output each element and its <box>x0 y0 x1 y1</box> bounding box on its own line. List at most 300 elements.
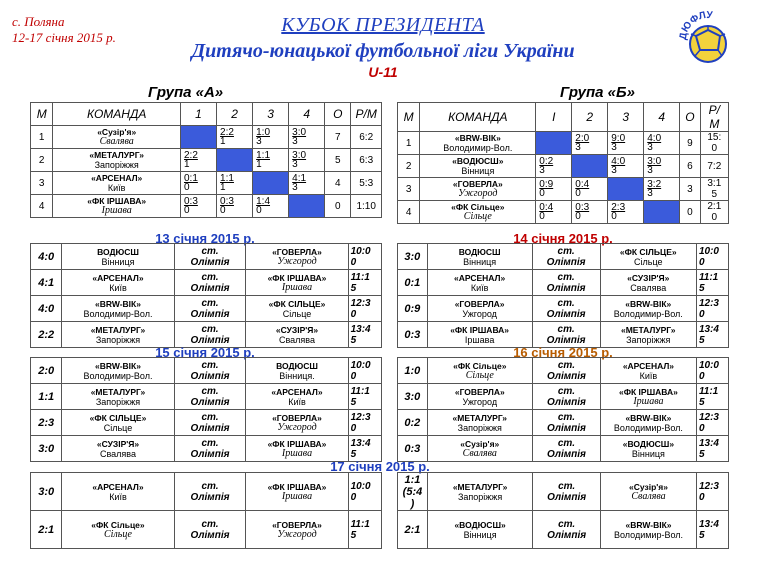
match-points: 3 <box>611 142 617 153</box>
venue: ст. Олімпія <box>532 244 600 270</box>
away-team-name: «ФК ІРШАВА» <box>267 272 327 283</box>
cumulative-score: 13:4 5 <box>348 436 381 462</box>
venue: ст. Олімпія <box>174 384 246 410</box>
away-team-city: Іршава <box>281 447 313 459</box>
cumulative-score: 11:1 5 <box>348 384 381 410</box>
cumulative-score: 12:3 0 <box>348 410 381 436</box>
away-team-city: Вінниця <box>631 448 665 459</box>
match-score: 4:0 <box>611 156 626 167</box>
away-team-city: Запоріжжя <box>626 334 671 345</box>
self-match-cell <box>536 132 572 155</box>
away-team-name: «ГОВЕРЛА» <box>272 246 322 257</box>
fixture-row <box>398 384 729 410</box>
match-points: 0 <box>611 211 617 222</box>
home-team <box>62 296 174 322</box>
match-score: 4:1 <box>292 173 307 184</box>
date-heading: 15 січня 2015 р. <box>155 345 255 360</box>
home-team-city: Вінниця <box>463 529 497 540</box>
team-cell <box>53 172 181 195</box>
column-header: М <box>398 103 420 132</box>
away-team <box>600 296 696 322</box>
match-score: 9:0 <box>611 133 626 144</box>
home-team-city: Запоріжжя <box>95 334 141 345</box>
match-score: 0:9 <box>539 179 554 190</box>
venue: ст. Олімпія <box>533 511 601 549</box>
match-result-cell <box>217 126 253 149</box>
fixture-row <box>31 270 382 296</box>
team-points: 9 <box>680 132 700 155</box>
fixture-row <box>31 473 382 511</box>
home-team-name: «ВОДЮСШ» <box>454 519 506 530</box>
home-team-city: Запоріжжя <box>95 396 141 407</box>
venue: ст. Олімпія <box>174 270 246 296</box>
away-team <box>600 270 696 296</box>
fixture-table <box>397 472 729 549</box>
team-cell <box>53 149 181 172</box>
match-score: 3:0 <box>398 244 428 270</box>
match-score: 4:1 <box>31 270 62 296</box>
match-score: 3:0 <box>292 127 307 138</box>
home-team <box>62 436 174 462</box>
fixture-row <box>31 322 382 348</box>
self-match-cell <box>644 201 680 224</box>
column-header: О <box>680 103 700 132</box>
self-match-cell <box>253 172 289 195</box>
cumulative-score: 10:0 0 <box>348 358 381 384</box>
home-team <box>62 244 174 270</box>
team-cell <box>420 201 536 224</box>
team-points: 0 <box>680 201 700 224</box>
logo-text: ДЮФЛУ <box>677 9 713 41</box>
fixture-row <box>398 473 729 511</box>
venue: ст. Олімпія <box>174 322 246 348</box>
fixture-row <box>31 384 382 410</box>
fixture-row <box>31 358 382 384</box>
goal-difference: 1:10 <box>351 195 382 218</box>
home-team-name: «АРСЕНАЛ» <box>92 481 144 492</box>
away-team <box>246 410 348 436</box>
team-cell <box>53 195 181 218</box>
home-team <box>62 511 174 549</box>
home-team-city: Київ <box>109 282 127 293</box>
fixture-row <box>31 511 382 549</box>
match-points: 1 <box>220 136 226 147</box>
match-points: 0 <box>539 188 545 199</box>
team-city: Свалява <box>99 136 134 147</box>
home-team <box>427 473 532 511</box>
fixture-table <box>30 243 382 348</box>
page-title: КУБОК ПРЕЗИДЕНТА <box>281 14 485 36</box>
home-team-name: «Сузір'я» <box>460 438 500 449</box>
away-team <box>601 511 697 549</box>
team-position: 4 <box>398 201 420 224</box>
column-header: КОМАНДА <box>420 103 536 132</box>
cumulative-score: 12:3 0 <box>696 473 728 511</box>
home-team-city: Запоріжжя <box>457 422 502 433</box>
home-team-city: Запоріжжя <box>457 491 503 502</box>
venue: ст. Олімпія <box>533 358 601 384</box>
team-cell <box>420 132 536 155</box>
team-name: «ФК Сільце» <box>451 202 505 212</box>
home-team <box>62 270 174 296</box>
away-team <box>600 358 696 384</box>
away-team-name: «BRW-ВІК» <box>625 298 672 309</box>
fixture-table <box>397 357 729 462</box>
cumulative-score: 10:0 0 <box>696 244 728 270</box>
self-match-cell <box>180 126 216 149</box>
standing-row <box>31 126 382 149</box>
away-team-name: «ФК ІРШАВА» <box>267 438 327 449</box>
dates: 12-17 січня 2015 р. <box>12 30 116 45</box>
goal-difference: 7:2 <box>700 155 728 178</box>
match-points: 3 <box>292 182 298 193</box>
match-result-cell <box>572 201 608 224</box>
away-team <box>601 473 697 511</box>
match-score: 1:4 <box>256 196 271 207</box>
match-score: 2:0 <box>31 358 62 384</box>
home-team-name: «АРСЕНАЛ» <box>92 272 144 283</box>
home-team-city: Свалява <box>99 448 136 459</box>
home-team <box>62 358 174 384</box>
team-points: 4 <box>325 172 351 195</box>
match-points: 3 <box>647 165 653 176</box>
away-team-city: Свалява <box>630 282 667 293</box>
cumulative-score: 13:4 5 <box>348 322 381 348</box>
home-team-name: «ФК СІЛЬЦЕ» <box>89 412 147 423</box>
match-score: 2:2 <box>220 127 234 138</box>
league-logo <box>676 6 740 70</box>
column-header: І <box>536 103 572 132</box>
home-team <box>62 384 174 410</box>
match-score: 0:3 <box>398 436 428 462</box>
home-team-name: «ФК ІРШАВА» <box>450 324 510 335</box>
away-team-name: «АРСЕНАЛ» <box>622 360 675 371</box>
match-points: 3 <box>292 136 298 147</box>
home-team-city: Володимир-Вол. <box>83 308 153 319</box>
away-team-city: Сільце <box>282 308 312 319</box>
match-result-cell <box>572 132 608 155</box>
match-result-cell <box>289 126 325 149</box>
match-points: 3 <box>647 142 653 153</box>
standing-row <box>398 132 729 155</box>
date-heading: 16 січня 2015 р. <box>513 345 613 360</box>
standing-row <box>31 149 382 172</box>
away-team <box>600 384 696 410</box>
away-team <box>246 244 348 270</box>
venue: ст. Олімпія <box>532 270 600 296</box>
group-b-table <box>397 102 729 224</box>
column-header: 4 <box>289 103 325 126</box>
standing-row <box>398 201 729 224</box>
home-team-city: Іршава <box>464 334 495 345</box>
self-match-cell <box>289 195 325 218</box>
cumulative-score: 10:0 0 <box>348 473 381 511</box>
match-score: 4:0 <box>31 244 62 270</box>
home-team-city: Ужгород <box>462 308 497 319</box>
match-result-cell <box>536 155 572 178</box>
match-points: 0 <box>183 182 190 193</box>
away-team-city: Іршава <box>281 281 313 293</box>
away-team-name: «BRW-ВІК» <box>625 519 672 530</box>
home-team-name: «ФК Сільце» <box>453 360 507 371</box>
match-points: 1 <box>220 182 226 193</box>
match-points: 3 <box>256 136 262 147</box>
team-position: 4 <box>31 195 53 218</box>
home-team-city: Володимир-Вол. <box>83 370 153 381</box>
cumulative-score: 13:4 5 <box>696 511 728 549</box>
away-team-city: Ужгород <box>277 421 317 433</box>
team-points: 5 <box>325 149 351 172</box>
away-team-city: Володимир-Вол. <box>613 529 684 540</box>
home-team <box>62 410 174 436</box>
match-score: 0:3 <box>575 202 590 213</box>
team-position: 1 <box>398 132 420 155</box>
venue: ст. Олімпія <box>533 384 601 410</box>
away-team-city: Свалява <box>279 334 315 345</box>
away-team-city: Сільце <box>634 256 663 267</box>
team-points: 7 <box>325 126 351 149</box>
away-team-city: Київ <box>639 370 658 381</box>
fixture-row <box>31 244 382 270</box>
match-score: 1:1 <box>31 384 62 410</box>
column-header: 1 <box>180 103 216 126</box>
match-result-cell <box>253 126 289 149</box>
home-team <box>427 244 532 270</box>
fixture-table <box>30 472 382 549</box>
match-score: 3:0 <box>647 156 662 167</box>
column-header: 4 <box>644 103 680 132</box>
match-points: 0 <box>183 205 190 216</box>
home-team-name: «ФК Сільце» <box>91 519 145 530</box>
team-cell <box>420 178 536 201</box>
home-team-city: Вінниця <box>101 256 135 267</box>
match-points: 3 <box>292 159 298 170</box>
self-match-cell <box>608 178 644 201</box>
cumulative-score: 12:3 0 <box>696 296 728 322</box>
self-match-cell <box>217 149 253 172</box>
match-points: 0 <box>220 205 226 216</box>
venue: ст. Олімпія <box>174 296 246 322</box>
team-cell <box>53 126 181 149</box>
match-result-cell <box>536 201 572 224</box>
match-score: 0:1 <box>398 270 428 296</box>
match-result-cell <box>289 172 325 195</box>
match-score: 0:2 <box>398 410 428 436</box>
away-team-name: «ФК ІРШАВА» <box>619 386 678 397</box>
away-team-name: «ГОВЕРЛА» <box>272 412 322 423</box>
home-team-city: Сільце <box>103 528 132 540</box>
team-position: 2 <box>31 149 53 172</box>
match-score: 2:1 <box>398 511 428 549</box>
match-score: 2:2 <box>183 150 198 161</box>
home-team-city: Свалява <box>462 447 497 459</box>
match-result-cell <box>536 178 572 201</box>
match-result-cell <box>644 132 680 155</box>
column-header: 2 <box>217 103 253 126</box>
venue: ст. Олімпія <box>174 473 246 511</box>
team-city: Ужгород <box>458 188 498 199</box>
fixture-row <box>398 244 729 270</box>
match-result-cell <box>608 155 644 178</box>
column-header: 3 <box>253 103 289 126</box>
home-team-name: «СУЗІР'Я» <box>96 438 140 449</box>
team-name: «ГОВЕРЛА» <box>452 179 503 189</box>
fixture-row <box>398 358 729 384</box>
standing-row <box>398 178 729 201</box>
date-heading: 14 січня 2015 р. <box>513 231 613 246</box>
away-team <box>246 296 348 322</box>
match-score: 0:1 <box>183 173 198 184</box>
away-team-name: «ФК СІЛЬЦЕ» <box>268 298 326 309</box>
away-team-city: Ужгород <box>277 255 317 267</box>
team-position: 2 <box>398 155 420 178</box>
team-city: Володимир-Вол. <box>443 143 513 153</box>
goal-difference: 6:3 <box>351 149 382 172</box>
away-team-name: «СУЗІР'Я» <box>275 324 319 335</box>
location: с. Поляна <box>12 14 65 29</box>
venue: ст. Олімпія <box>532 296 600 322</box>
away-team-city: Володимир-Вол. <box>613 308 683 319</box>
fixture-table <box>30 357 382 462</box>
team-name: «BRW-ВІК» <box>454 133 501 143</box>
home-team <box>427 358 532 384</box>
home-team-name: «BRW-ВІК» <box>95 360 141 371</box>
away-team-name: «ГОВЕРЛА» <box>272 519 322 530</box>
away-team <box>246 511 348 549</box>
cumulative-score: 12:3 0 <box>696 410 728 436</box>
column-header: Р/ М <box>700 103 728 132</box>
match-score: 0:9 <box>398 296 428 322</box>
away-team <box>600 322 696 348</box>
team-cell <box>420 155 536 178</box>
match-score: 1:1 <box>220 173 234 184</box>
fixture-row <box>31 296 382 322</box>
away-team-name: «АРСЕНАЛ» <box>271 386 323 397</box>
venue: ст. Олімпія <box>174 244 246 270</box>
home-team-name: «АРСЕНАЛ» <box>454 272 506 283</box>
venue: ст. Олімпія <box>533 436 601 462</box>
fixture-row <box>398 296 729 322</box>
team-position: 3 <box>398 178 420 201</box>
team-city: Київ <box>107 183 126 193</box>
team-position: 1 <box>31 126 53 149</box>
group-a-table <box>30 102 382 218</box>
match-result-cell <box>572 178 608 201</box>
match-result-cell <box>217 172 253 195</box>
home-team <box>427 322 532 348</box>
match-score: 0:2 <box>539 156 554 167</box>
home-team-city: Вінниця <box>463 256 497 267</box>
date-heading: 13 січня 2015 р. <box>155 231 255 246</box>
away-team <box>246 322 348 348</box>
fixture-row <box>398 511 729 549</box>
away-team <box>600 436 696 462</box>
home-team-name: ВОДЮСШ <box>458 246 501 257</box>
away-team-name: «ФК СІЛЬЦЕ» <box>619 246 677 257</box>
match-points: 3 <box>575 142 581 153</box>
away-team-city: Київ <box>288 396 306 407</box>
away-team-city: Вінниця. <box>279 370 315 381</box>
away-team <box>246 270 348 296</box>
team-city: Запоріжжя <box>94 160 139 170</box>
fixture-row <box>398 270 729 296</box>
home-team-name: ВОДЮСШ <box>97 246 139 257</box>
standing-row <box>31 172 382 195</box>
home-team <box>427 296 532 322</box>
column-header: Р/М <box>351 103 382 126</box>
match-score: 0:3 <box>398 322 428 348</box>
cumulative-score: 10:0 0 <box>696 358 728 384</box>
column-header: М <box>31 103 53 126</box>
match-score: 0:3 <box>183 196 198 207</box>
goal-difference: 2:1 0 <box>700 201 728 224</box>
standing-row <box>398 155 729 178</box>
group-b-title: Група «Б» <box>560 84 635 101</box>
match-points: 1 <box>183 159 190 170</box>
venue: ст. Олімпія <box>174 511 246 549</box>
page-subtitle: Дитячо-юнацької футбольної ліги України <box>191 40 575 62</box>
match-result-cell <box>253 149 289 172</box>
match-score: 2:3 <box>611 202 626 213</box>
match-score: 2:0 <box>575 133 590 144</box>
match-score: 1:0 <box>398 358 428 384</box>
cumulative-score: 10:0 0 <box>348 244 381 270</box>
home-team <box>427 511 532 549</box>
fixture-row <box>398 436 729 462</box>
team-points: 6 <box>680 155 700 178</box>
team-points: 0 <box>325 195 351 218</box>
home-team <box>62 473 174 511</box>
match-result-cell <box>608 201 644 224</box>
home-team-city: Сільце <box>103 422 133 433</box>
match-score: 1:1 <box>256 150 271 161</box>
venue: ст. Олімпія <box>174 410 246 436</box>
away-team-city: Ужгород <box>277 528 317 540</box>
match-score: 2:3 <box>31 410 62 436</box>
header-row <box>398 103 729 132</box>
venue: ст. Олімпія <box>533 410 601 436</box>
match-result-cell <box>180 172 216 195</box>
cumulative-score: 13:4 5 <box>696 322 728 348</box>
match-result-cell <box>180 195 216 218</box>
match-score: 3:0 <box>31 436 62 462</box>
column-header: О <box>325 103 351 126</box>
team-city: Вінниця <box>461 166 495 176</box>
match-points: 3 <box>647 188 653 199</box>
match-score: 3:0 <box>398 384 428 410</box>
age-group: U-11 <box>368 64 398 80</box>
team-name: «ВОДЮСШ» <box>452 156 504 166</box>
match-score: 0:4 <box>539 202 554 213</box>
group-a-title: Група «А» <box>148 84 224 101</box>
home-team-city: Київ <box>470 282 489 293</box>
away-team-city: Іршава <box>281 490 313 502</box>
column-header: 2 <box>572 103 608 132</box>
fixture-row <box>31 436 382 462</box>
home-team-city: Сільце <box>465 369 494 381</box>
match-result-cell <box>644 178 680 201</box>
away-team-city: Іршава <box>633 395 664 407</box>
cumulative-score: 11:1 5 <box>696 270 728 296</box>
match-score: 2:1 <box>31 511 62 549</box>
away-team <box>246 473 348 511</box>
team-name: «Сузір'я» <box>97 127 137 137</box>
fixture-row <box>398 410 729 436</box>
away-team <box>600 410 696 436</box>
match-score: 3:0 <box>31 473 62 511</box>
match-points: 0 <box>575 211 581 222</box>
venue: ст. Олімпія <box>533 473 601 511</box>
